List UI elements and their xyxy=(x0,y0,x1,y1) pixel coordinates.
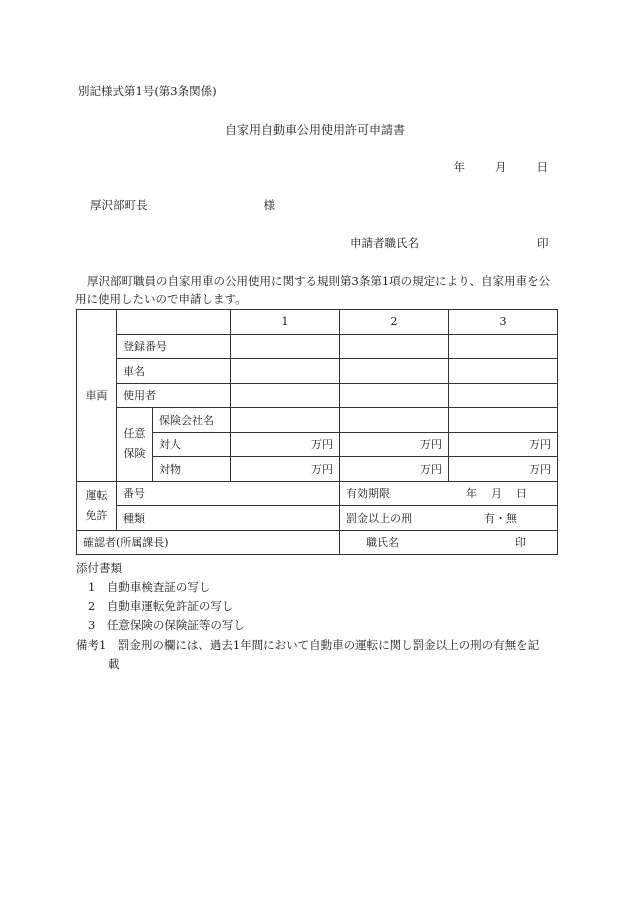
remarks-line-2: 載 xyxy=(108,657,120,671)
registration-field-2[interactable] xyxy=(340,334,449,359)
insurance-company-field-2[interactable] xyxy=(340,408,449,433)
form-number: 別記様式第1号(第3条関係) xyxy=(78,84,217,98)
applicant-line xyxy=(350,237,549,251)
addressee-line xyxy=(90,199,275,213)
table-row xyxy=(77,334,558,359)
confirmer-cell: 確認者(所属課長) xyxy=(77,530,340,555)
property-field-3[interactable]: 万円 xyxy=(449,457,558,482)
column-header-1: 1 xyxy=(231,310,340,335)
attachment-item: 2 自動車運転免許証の写し xyxy=(88,599,234,613)
table-row xyxy=(77,359,558,384)
bodily-field-3[interactable]: 万円 xyxy=(449,432,558,457)
remarks-section xyxy=(76,636,556,674)
date-month: 月 xyxy=(495,160,507,174)
date-year: 年 xyxy=(453,160,465,174)
registration-field-1[interactable] xyxy=(231,334,340,359)
registration-field-3[interactable] xyxy=(449,334,558,359)
bodily-label: 対人 xyxy=(153,432,231,457)
expiry-label: 有効期限 xyxy=(346,487,390,501)
expiry-month: 月 xyxy=(491,487,502,501)
license-label xyxy=(77,481,117,530)
optional-insurance-label-2: 保険 xyxy=(123,447,146,461)
column-header-3: 3 xyxy=(449,310,558,335)
penalty-value: 有・無 xyxy=(484,511,517,525)
remarks-line-1: 備考1 罰金刑の欄には、過去1年間において自動車の運転に関し罰金以上の刑の有無を記 xyxy=(76,638,540,652)
table-row xyxy=(77,530,558,555)
expiry-cell[interactable] xyxy=(340,481,558,506)
insurance-company-field-3[interactable] xyxy=(449,408,558,433)
user-label: 使用者 xyxy=(117,383,231,408)
registration-label: 登録番号 xyxy=(117,334,231,359)
confirmer-title-name: 職氏名 xyxy=(366,536,399,550)
user-field-1[interactable] xyxy=(231,383,340,408)
application-table xyxy=(76,309,558,555)
property-field-2[interactable]: 万円 xyxy=(340,457,449,482)
column-header-2: 2 xyxy=(340,310,449,335)
expiry-year: 年 xyxy=(466,487,477,501)
car-name-label: 車名 xyxy=(117,359,231,384)
license-label-1: 運転 xyxy=(85,488,108,502)
table-row xyxy=(77,408,558,433)
user-field-3[interactable] xyxy=(449,383,558,408)
bodily-field-2[interactable]: 万円 xyxy=(340,432,449,457)
optional-insurance-label-1: 任意 xyxy=(123,427,146,441)
attachment-item: 1 自動車検査証の写し xyxy=(88,580,211,594)
date-day: 日 xyxy=(536,160,548,174)
license-type-cell[interactable]: 種類 xyxy=(117,506,340,531)
expiry-day: 日 xyxy=(516,487,527,501)
user-field-2[interactable] xyxy=(340,383,449,408)
insurance-company-label: 保険会社名 xyxy=(153,408,231,433)
property-field-1[interactable]: 万円 xyxy=(231,457,340,482)
penalty-cell[interactable] xyxy=(340,506,558,531)
car-name-field-3[interactable] xyxy=(449,359,558,384)
license-label-2: 免許 xyxy=(85,508,108,522)
table-row xyxy=(77,383,558,408)
property-label: 対物 xyxy=(153,457,231,482)
applicant-seal: 印 xyxy=(537,236,549,250)
document-title: 自家用自動車公用使用許可申請書 xyxy=(224,123,405,137)
table-header-row xyxy=(77,310,558,335)
date-line xyxy=(424,161,549,175)
corner-cell xyxy=(117,310,231,335)
table-row xyxy=(77,506,558,531)
penalty-label: 罰金以上の刑 xyxy=(346,511,412,525)
optional-insurance-label xyxy=(117,408,153,482)
vehicle-label-cell: 車両 xyxy=(77,310,117,482)
car-name-field-2[interactable] xyxy=(340,359,449,384)
applicant-label: 申請者職氏名 xyxy=(350,236,419,250)
attachment-item: 3 任意保険の保険証等の写し xyxy=(88,618,245,632)
addressee-honorific: 様 xyxy=(263,198,275,212)
car-name-field-1[interactable] xyxy=(231,359,340,384)
insurance-company-field-1[interactable] xyxy=(231,408,340,433)
table-row xyxy=(77,481,558,506)
addressee-name: 厚沢部町長 xyxy=(90,198,148,212)
body-text: 厚沢部町職員の自家用車の公用使用に関する規則第3条第1項の規定により、自家用車を公用に使用したいので申請します。 xyxy=(75,274,551,306)
attachments-heading: 添付書類 xyxy=(76,561,122,575)
license-number-cell[interactable]: 番号 xyxy=(117,481,340,506)
confirmer-sign-cell[interactable] xyxy=(340,530,558,555)
attachments-section xyxy=(76,559,245,635)
bodily-field-1[interactable]: 万円 xyxy=(231,432,340,457)
confirmer-seal: 印 xyxy=(515,536,526,550)
